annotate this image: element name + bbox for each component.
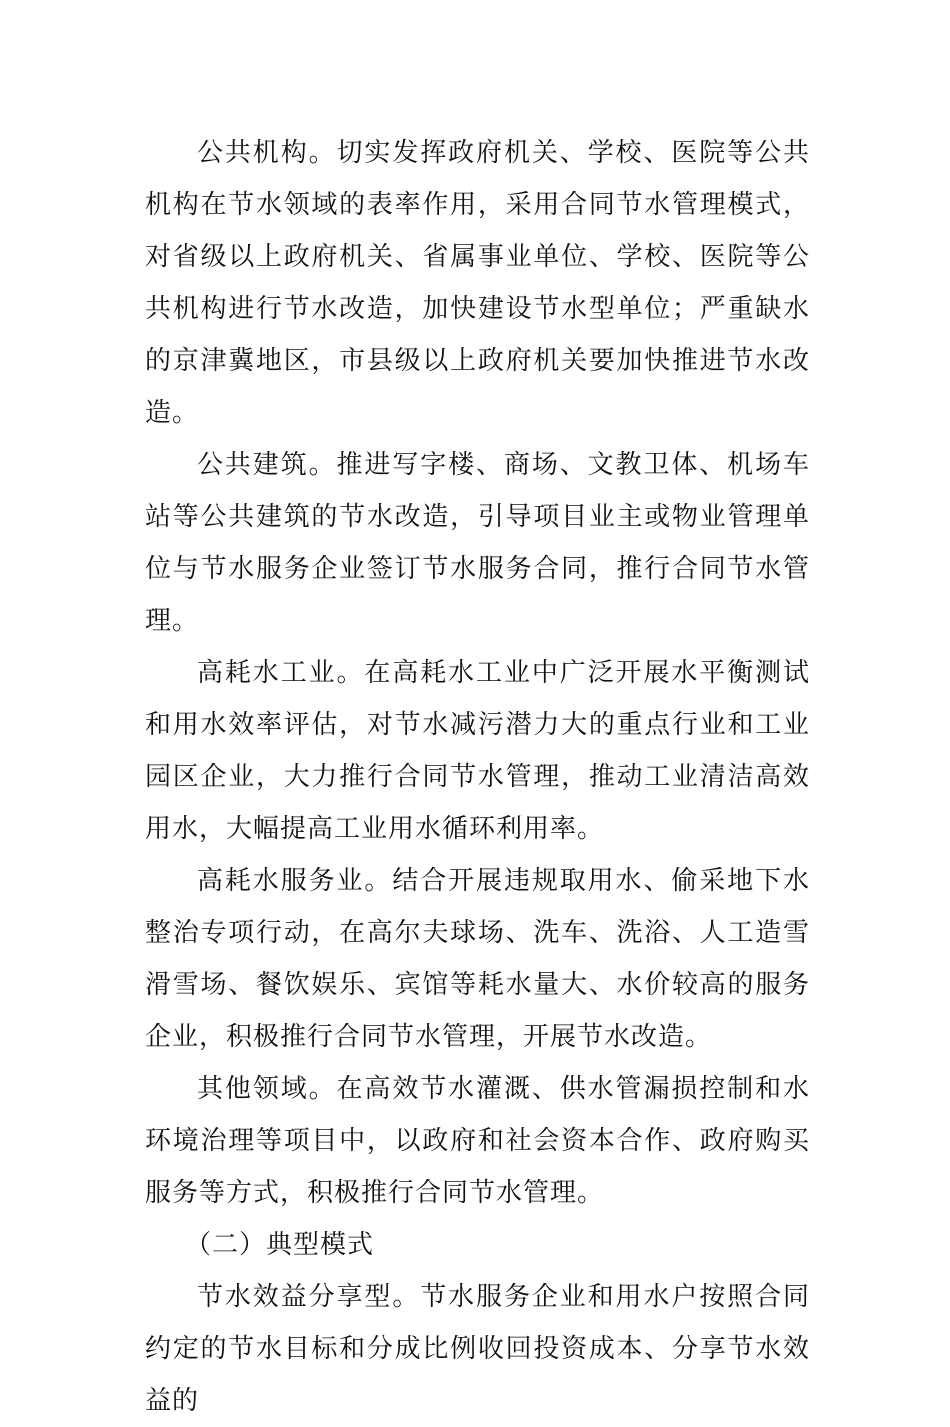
paragraph-public-institutions: 公共机构。切实发挥政府机关、学校、医院等公共机构在节水领域的表率作用，采用合同节水管理模式，对省级以上政府机关、省属事业单位、学校、医院等公共机构进行节水改造，加快建设节水型单位；严重缺水的京津冀地区，市县级以上政府机关要加快推进节水改造。 [145, 138, 810, 428]
document-body [145, 127, 810, 1427]
paragraph-benefit-sharing: 节水效益分享型。节水服务企业和用水户按照合同约定的节水目标和分成比例收回投资成本、分享节水效益的 [145, 1282, 810, 1416]
section-heading: （二）典型模式 [185, 1230, 375, 1260]
paragraph-public-buildings: 公共建筑。推进写字楼、商场、文教卫体、机场车站等公共建筑的节水改造，引导项目业主或物业管理单位与节水服务企业签订节水服务合同，推行合同节水管理。 [145, 450, 810, 636]
paragraph-high-water-services: 高耗水服务业。结合开展违规取用水、偷采地下水整治专项行动，在高尔夫球场、洗车、洗浴、人工造雪滑雪场、餐饮娱乐、宾馆等耗水量大、水价较高的服务企业，积极推行合同节水管理，开展节水改造。 [145, 866, 810, 1052]
paragraph-high-water-industry: 高耗水工业。在高耗水工业中广泛开展水平衡测试和用水效率评估，对节水减污潜力大的重点行业和工业园区企业，大力推行合同节水管理，推动工业清洁高效用水，大幅提高工业用水循环利用率。 [145, 658, 810, 844]
paragraph-other-fields: 其他领域。在高效节水灌溉、供水管漏损控制和水环境治理等项目中，以政府和社会资本合作、政府购买服务等方式，积极推行合同节水管理。 [145, 1074, 810, 1208]
